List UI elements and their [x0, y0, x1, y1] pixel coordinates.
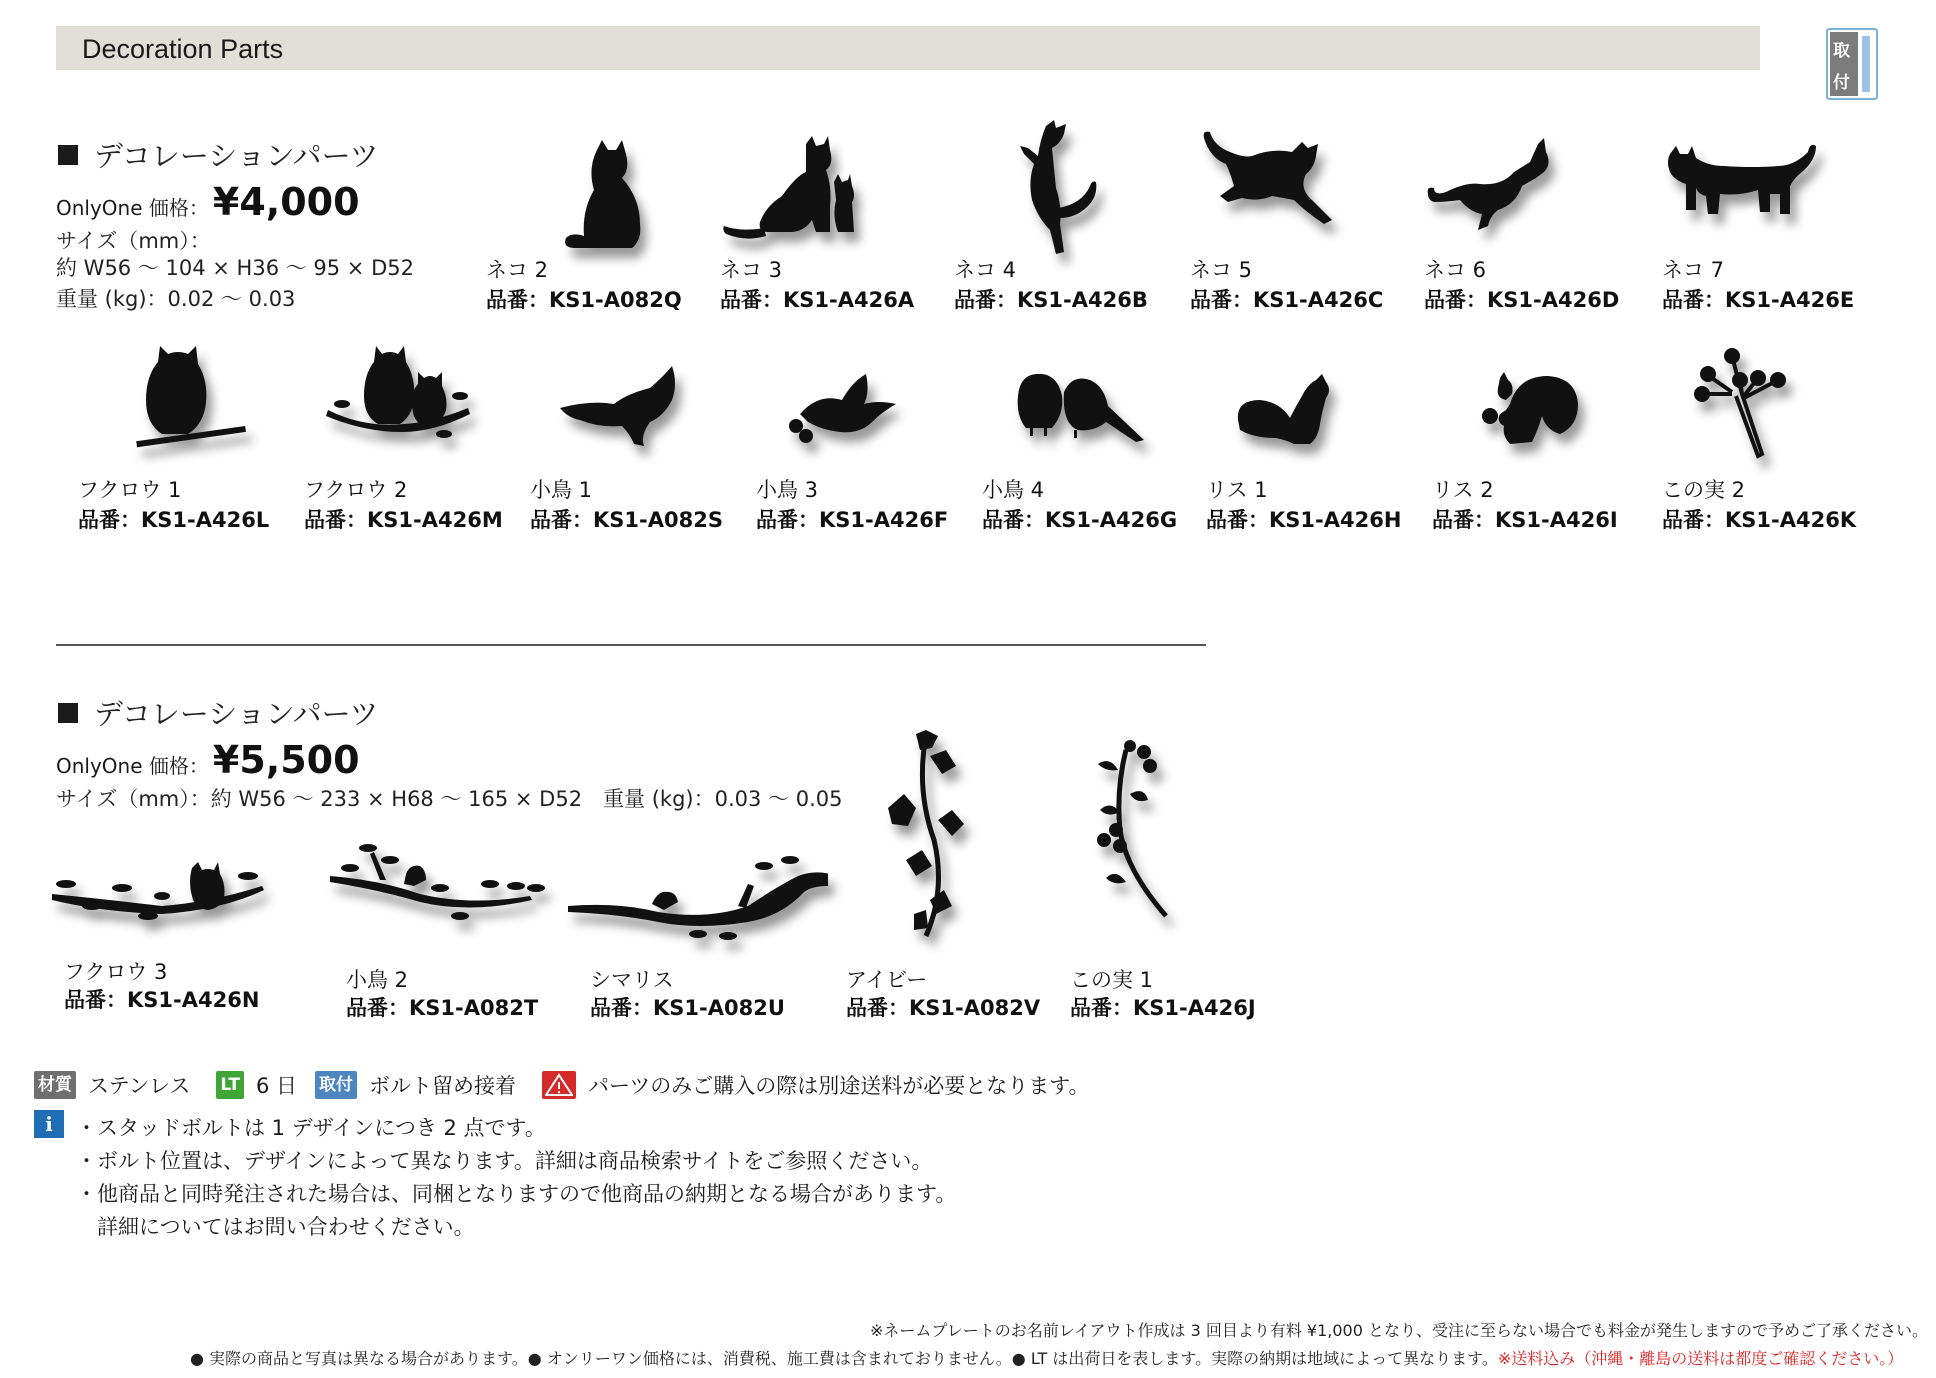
- warning-text: パーツのみご購入の際は別途送料が必要となります。: [588, 1074, 1090, 1098]
- info-line: ・他商品と同時発注された場合は、同梱となりますので他商品の納期となる場合があります。: [76, 1182, 957, 1206]
- squirrel-nut-icon: [1462, 370, 1602, 480]
- shipping-note: ※送料込み（沖縄・離島の送料は都度ご確認ください。）: [1497, 1349, 1904, 1368]
- mount-badge: 取付: [315, 1071, 357, 1099]
- bird-flying-icon: [560, 364, 700, 474]
- owls-pair-icon: [324, 344, 484, 454]
- info-line: ・ボルト位置は、デザインによって異なります。詳細は商品検索サイトをご参照ください。: [76, 1149, 933, 1173]
- cat-stretching-icon: [1426, 134, 1576, 254]
- squirrel-icon: [1236, 364, 1376, 474]
- material-badge: 材質: [34, 1071, 76, 1099]
- square-bullet-icon: [58, 145, 78, 165]
- ivy-icon: [886, 730, 976, 940]
- section1-weight: 重量 (kg)：0.02 ～ 0.03: [56, 287, 296, 311]
- info-icon: i: [34, 1110, 64, 1138]
- mount-text: ボルト留め接着: [369, 1074, 517, 1098]
- page-title: Decoration Parts: [82, 34, 284, 64]
- cat-leaping-icon: [1200, 128, 1350, 248]
- bird-branch-icon: [330, 840, 550, 940]
- section-divider: [56, 644, 1206, 646]
- footer-note: ※ネームプレートのお名前レイアウト作成は 3 回目より有料 ¥1,000 となり、受注に至らない場合でも料金が発生しますので予めご了承ください。: [870, 1321, 1928, 1340]
- lt-badge: LT: [216, 1071, 244, 1099]
- header-band: [56, 26, 1760, 70]
- mount-badge-top: 取: [1833, 41, 1850, 61]
- info-line: ・スタッドボルトは 1 デザインにつき 2 点です。: [76, 1116, 546, 1140]
- mount-badge-bottom: 付: [1833, 73, 1850, 93]
- section1-size: 約 W56 ～ 104 × H36 ～ 95 × D52: [56, 256, 414, 280]
- section2-price: OnlyOne 価格： ¥5,500: [56, 738, 360, 782]
- berries-icon: [1692, 344, 1822, 474]
- info-line: 詳細についてはお問い合わせください。: [76, 1215, 475, 1239]
- cat-jumping-icon: [994, 120, 1144, 270]
- warning-icon: [542, 1071, 576, 1099]
- section2-spec: サイズ（mm）：約 W56 ～ 233 × H68 ～ 165 × D52 重量 (kg)：0.03 ～ 0.05: [56, 787, 843, 811]
- square-bullet-icon: [58, 703, 78, 723]
- berry-branch-icon: [1086, 740, 1196, 940]
- footer-disclaimer: ● 実際の商品と写真は異なる場合があります。● オンリーワン価格には、消費税、施工費は含まれておりません。● LT は出荷日を表します。実際の納期は地域によって異なります。※送料込み（沖縄・離島の送料は都度ご確認ください。）: [190, 1349, 1904, 1368]
- bird-cherry-icon: [786, 370, 926, 480]
- cat-sitting-icon: [536, 140, 686, 270]
- material-text: ステンレス: [88, 1074, 191, 1098]
- cats-pair-icon: [720, 136, 870, 256]
- section1-title: デコレーションパーツ: [58, 134, 379, 175]
- section1-size-label: サイズ（mm）：: [56, 229, 211, 253]
- owl-icon: [128, 344, 268, 454]
- owl-branch-icon: [52, 860, 272, 940]
- chipmunk-branch-icon: [568, 846, 828, 946]
- section1-price: OnlyOne 価格： ¥4,000: [56, 180, 360, 224]
- cat-walking-icon: [1662, 138, 1822, 248]
- legend-row: [34, 1070, 1116, 1100]
- mount-badge-icon: [1826, 28, 1878, 100]
- lt-text: 6 日: [256, 1074, 298, 1098]
- section2-title: デコレーションパーツ: [58, 692, 379, 733]
- birds-pair-icon: [1012, 366, 1162, 476]
